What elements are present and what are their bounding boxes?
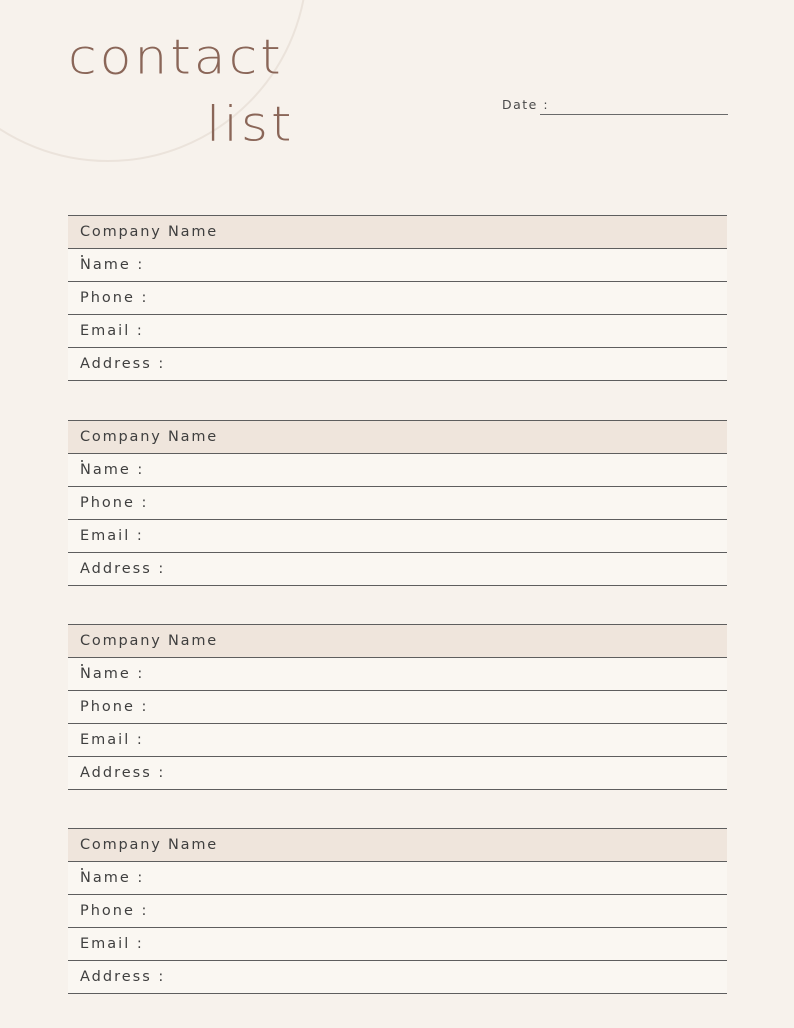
- name-row[interactable]: [68, 658, 727, 691]
- name-row[interactable]: [68, 454, 727, 487]
- address-label: Address :: [80, 765, 166, 781]
- date-label: Date :: [502, 97, 550, 112]
- email-row[interactable]: [68, 928, 727, 961]
- phone-row[interactable]: [68, 895, 727, 928]
- address-row[interactable]: [68, 961, 727, 994]
- email-row[interactable]: [68, 315, 727, 348]
- company-name-row[interactable]: [68, 421, 727, 454]
- address-row[interactable]: [68, 553, 727, 586]
- name-label: Name :: [80, 870, 145, 886]
- name-label: Name :: [80, 666, 145, 682]
- company-name-label: Company Name: [80, 837, 218, 853]
- address-row[interactable]: [68, 348, 727, 381]
- phone-label: Phone :: [80, 290, 149, 306]
- email-row[interactable]: [68, 724, 727, 757]
- contact-card-2: [68, 420, 727, 586]
- email-label: Email :: [80, 528, 144, 544]
- address-label: Address :: [80, 561, 166, 577]
- contact-card-1: [68, 215, 727, 381]
- address-label: Address :: [80, 969, 166, 985]
- contact-card-3: [68, 624, 727, 790]
- date-input-line[interactable]: [540, 114, 728, 115]
- company-name-row[interactable]: [68, 829, 727, 862]
- name-row[interactable]: [68, 862, 727, 895]
- name-label: Name :: [80, 462, 145, 478]
- company-name-row[interactable]: [68, 625, 727, 658]
- name-row[interactable]: [68, 249, 727, 282]
- contact-card-4: [68, 828, 727, 994]
- email-row[interactable]: [68, 520, 727, 553]
- page-title-list: list: [206, 97, 295, 153]
- name-label: Name :: [80, 257, 145, 273]
- address-label: Address :: [80, 356, 166, 372]
- company-name-label: Company Name: [80, 224, 218, 240]
- phone-label: Phone :: [80, 495, 149, 511]
- company-name-row[interactable]: [68, 216, 727, 249]
- phone-row[interactable]: [68, 282, 727, 315]
- page-title-contact: contact: [68, 30, 284, 86]
- email-label: Email :: [80, 323, 144, 339]
- email-label: Email :: [80, 732, 144, 748]
- phone-row[interactable]: [68, 487, 727, 520]
- email-label: Email :: [80, 936, 144, 952]
- phone-label: Phone :: [80, 699, 149, 715]
- address-row[interactable]: [68, 757, 727, 790]
- company-name-label: Company Name: [80, 429, 218, 445]
- company-name-label: Company Name: [80, 633, 218, 649]
- phone-label: Phone :: [80, 903, 149, 919]
- phone-row[interactable]: [68, 691, 727, 724]
